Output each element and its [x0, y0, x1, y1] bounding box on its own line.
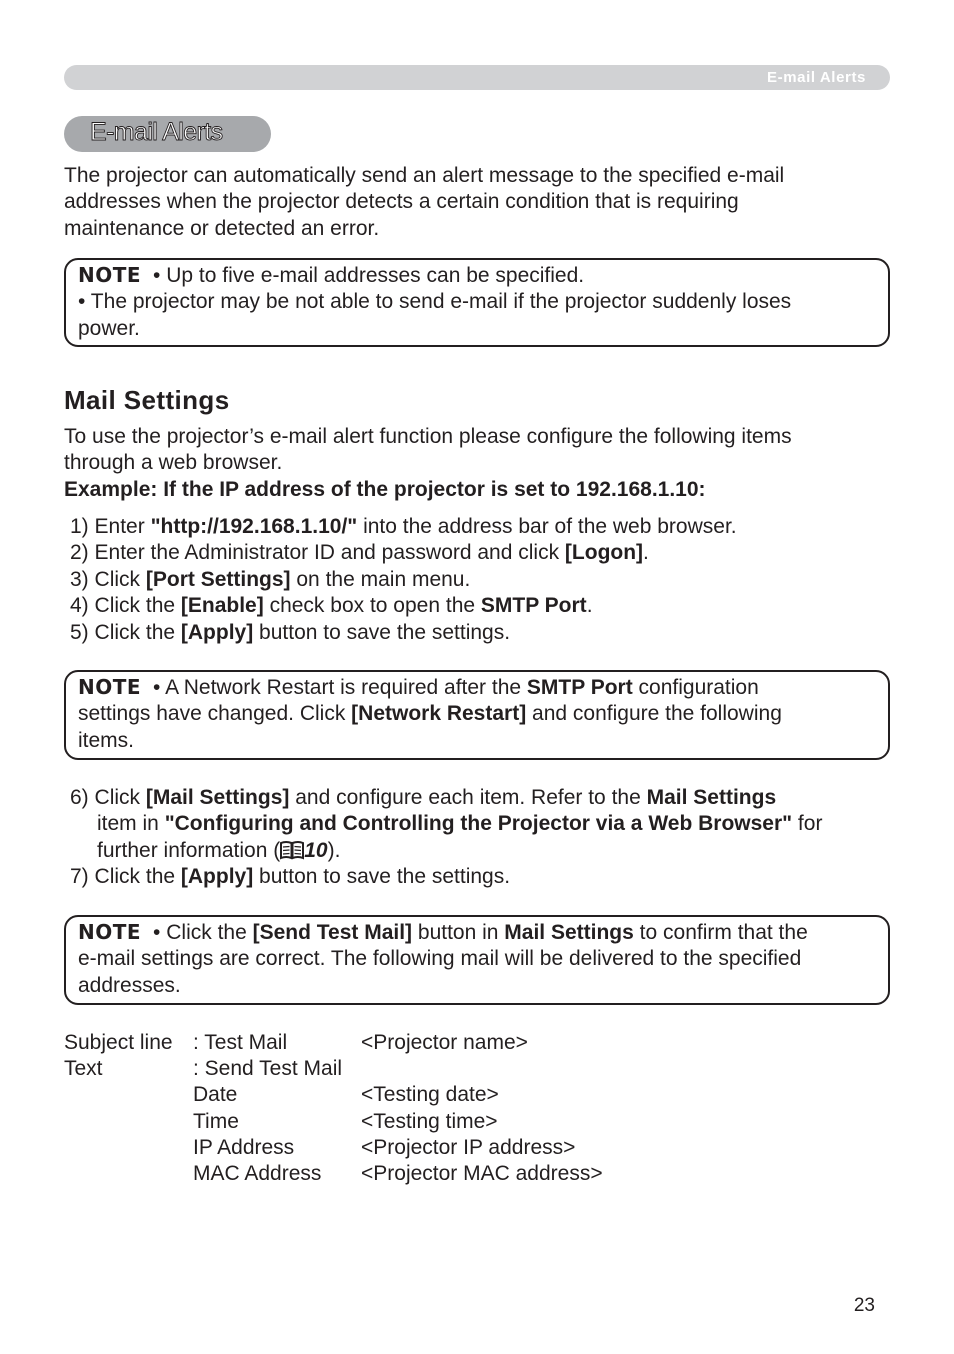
note-line: power. — [78, 316, 140, 340]
note-text: and configure the following — [526, 702, 782, 726]
note-label: NOTE — [78, 920, 142, 944]
step-text: and configure each item. Refer to the — [289, 786, 647, 809]
mail-field: Time — [193, 1109, 239, 1133]
page-reference: 10 — [304, 838, 328, 862]
intro-line-2: addresses when the projector detects a certain condition that is requiring — [64, 190, 739, 214]
note-content — [78, 674, 782, 754]
step-number: 5) — [70, 620, 89, 644]
test-mail-labels — [64, 1030, 173, 1082]
step-emphasis: [Enable] — [180, 594, 264, 618]
note-label: NOTE — [78, 263, 142, 287]
step-text: on the main menu. — [290, 567, 471, 591]
step-emphasis: [Apply] — [180, 865, 254, 889]
page-number: 23 — [853, 1295, 875, 1316]
step-emphasis: "http://192.168.1.10/" — [150, 515, 358, 538]
step-text: Click — [94, 786, 146, 809]
test-mail-values — [361, 1030, 603, 1187]
note-text: • A Network Restart is required after the — [153, 676, 527, 699]
manual-reference-book-icon — [280, 840, 304, 860]
header-bar — [64, 65, 890, 90]
section-title: E-mail Alerts — [90, 118, 223, 146]
subject-line-label: Subject line — [64, 1031, 173, 1054]
step-text: check box to open the — [263, 594, 481, 618]
step-emphasis: [Apply] — [180, 620, 254, 644]
mail-settings-intro-line-2: through a web browser. — [64, 451, 283, 475]
step-2 — [70, 540, 649, 566]
step-number: 4) — [70, 594, 89, 618]
step-emphasis: [Mail Settings] — [145, 786, 290, 809]
step-number: 7) — [70, 865, 89, 889]
step-5 — [70, 620, 510, 646]
note-text: button in — [412, 921, 505, 944]
step-text: button to save the settings. — [253, 865, 511, 889]
mail-field: : Send Test Mail — [193, 1057, 343, 1081]
note-line — [78, 674, 782, 701]
header-title: E-mail Alerts — [767, 69, 866, 86]
step-text: Click — [94, 567, 146, 591]
mail-value: <Projector IP address> — [361, 1135, 576, 1159]
step-number: 3) — [70, 567, 89, 591]
step-number: 2) — [70, 541, 89, 565]
step-text: . — [586, 594, 593, 618]
step-text: button to save the settings. — [253, 620, 511, 644]
step-text: Click the — [94, 594, 181, 618]
note-text: • Click the — [153, 921, 253, 944]
step-number: 6) — [70, 786, 89, 809]
step-4 — [70, 593, 593, 619]
step-emphasis: "Configuring and Controlling the Projector via a Web Browser" — [164, 812, 793, 836]
note-line — [78, 701, 782, 727]
note-line — [78, 919, 808, 946]
section-title-pill — [64, 116, 271, 152]
note-box — [64, 670, 890, 760]
note-line: e-mail settings are correct. The following mail will be delivered to the specified — [78, 947, 802, 971]
note-text: settings have changed. Click — [78, 702, 352, 726]
note-label: NOTE — [78, 675, 142, 699]
note-emphasis: Mail Settings — [504, 921, 634, 944]
example-line: Example: If the IP address of the projector is set to 192.168.1.10: — [64, 477, 706, 501]
step-emphasis: [Logon] — [564, 541, 644, 565]
test-mail-fields — [193, 1030, 342, 1187]
note-emphasis: [Send Test Mail] — [252, 921, 413, 944]
mail-settings-heading: Mail Settings — [64, 385, 230, 415]
note-content — [78, 919, 808, 999]
mail-settings-intro-line-1: To use the projector’s e-mail alert function please configure the following items — [64, 425, 792, 448]
step-3 — [70, 567, 470, 593]
step-1 — [70, 514, 737, 540]
mail-value: <Projector MAC address> — [361, 1162, 603, 1185]
step-text: Click the — [94, 865, 181, 889]
step-text: Click the — [94, 620, 181, 644]
note-line: • The projector may be not able to send e-mail if the projector suddenly loses — [78, 290, 792, 314]
step-7 — [70, 864, 510, 890]
intro-line-1: The projector can automatically send an alert message to the specified e-mail — [64, 164, 785, 187]
step-text: Enter the Administrator ID and password and click — [94, 541, 565, 565]
note-line: items. — [78, 728, 135, 752]
note-line: addresses. — [78, 973, 181, 997]
note-emphasis: SMTP Port — [526, 676, 633, 699]
mail-field: IP Address — [193, 1135, 295, 1159]
mail-value — [361, 1056, 603, 1082]
step-6-line-2 — [97, 811, 822, 837]
note-content — [78, 262, 791, 342]
intro-line-3: maintenance or detected an error. — [64, 216, 380, 240]
step-text: Enter — [94, 515, 151, 538]
note-text: • Up to five e-mail addresses can be specified. — [153, 264, 585, 287]
step-text: further information ( — [97, 838, 281, 862]
mail-field: MAC Address — [193, 1162, 322, 1186]
step-text: into the address bar of the web browser. — [357, 515, 737, 538]
step-text: for — [792, 812, 823, 836]
text-label: Text — [64, 1057, 103, 1081]
step-text: ). — [327, 838, 341, 862]
note-box — [64, 258, 890, 347]
step-emphasis: SMTP Port — [480, 594, 587, 618]
note-box — [64, 915, 890, 1005]
step-6-line-3 — [97, 838, 340, 864]
note-emphasis: [Network Restart] — [351, 702, 527, 726]
mail-value: <Testing time> — [361, 1109, 498, 1133]
step-emphasis: Mail Settings — [646, 786, 777, 809]
mail-value: <Testing date> — [361, 1083, 499, 1107]
step-text: . — [643, 541, 649, 565]
note-text: to confirm that the — [633, 921, 808, 944]
note-text: configuration — [632, 676, 759, 699]
step-number: 1) — [70, 515, 89, 538]
note-line — [78, 262, 791, 289]
mail-value: <Projector name> — [361, 1031, 528, 1054]
step-text: item in — [97, 812, 165, 836]
mail-field: Date — [193, 1083, 238, 1107]
mail-field: : Test Mail — [193, 1031, 288, 1054]
step-emphasis: [Port Settings] — [145, 567, 291, 591]
step-6 — [70, 785, 776, 811]
